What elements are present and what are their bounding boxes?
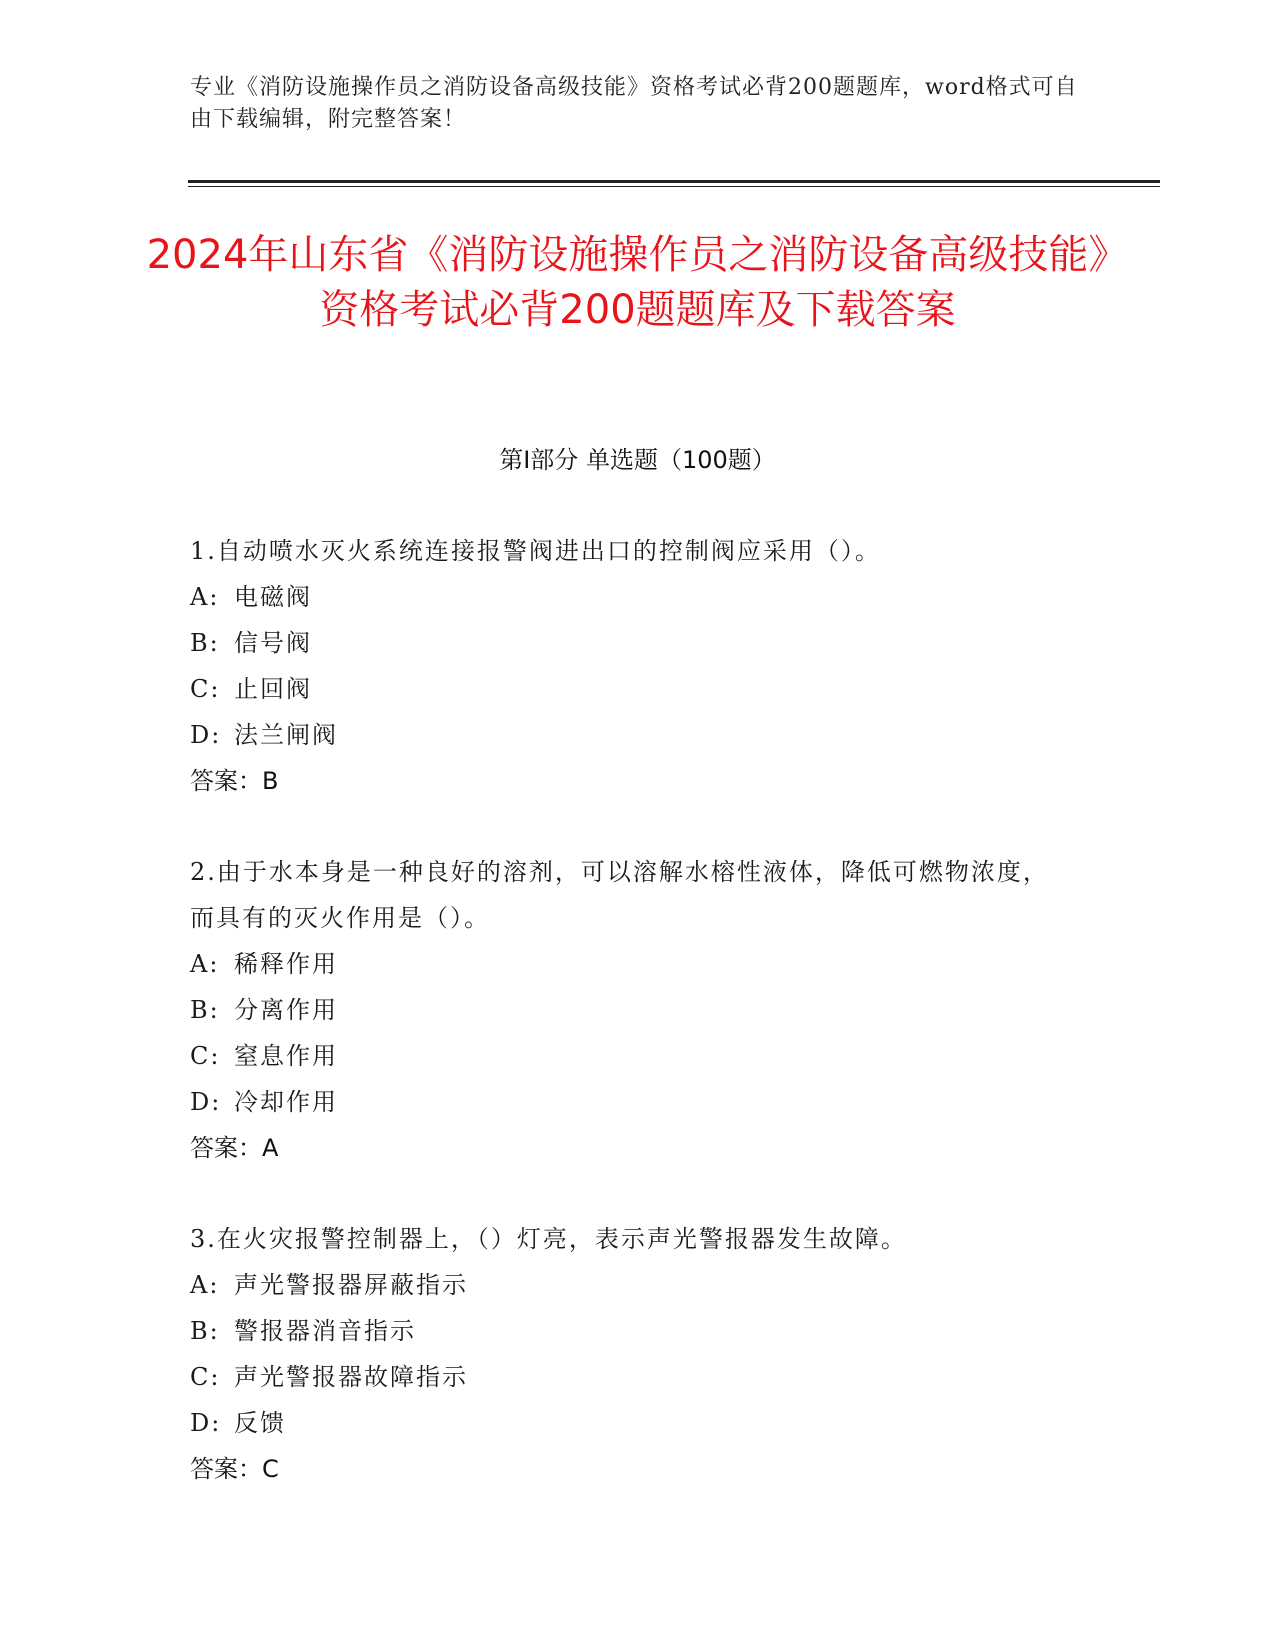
option-letter: D: xyxy=(190,721,222,749)
header-rule-thick xyxy=(188,180,1160,183)
option-text: 窒息作用 xyxy=(234,1042,338,1070)
option-text: 法兰闸阀 xyxy=(234,721,338,749)
answer-line: 答案：B xyxy=(190,767,279,795)
option-b xyxy=(190,987,1070,1033)
option-c xyxy=(190,1033,1070,1079)
question-list xyxy=(190,528,1070,1537)
option-letter: A: xyxy=(190,583,220,611)
answer-line: 答案：C xyxy=(190,1455,279,1483)
option-letter: C: xyxy=(190,1363,221,1391)
option-letter: D: xyxy=(190,1409,222,1437)
option-b xyxy=(190,1308,1070,1354)
option-text: 稀释作用 xyxy=(234,950,338,978)
question-stem: 1.自动喷水灭火系统连接报警阀进出口的控制阀应采用（）。 xyxy=(190,537,881,565)
question-stem: 2.由于水本身是一种良好的溶剂，可以溶解水榕性液体，降低可燃物浓度，而具有的灭火作用是（）。 xyxy=(190,858,1049,932)
option-letter: B: xyxy=(190,629,220,657)
option-a xyxy=(190,941,1070,987)
option-letter: A: xyxy=(190,1271,220,1299)
option-letter: B: xyxy=(190,1317,220,1345)
option-c xyxy=(190,1354,1070,1400)
option-letter: C: xyxy=(190,675,221,703)
option-text: 冷却作用 xyxy=(234,1088,338,1116)
option-b xyxy=(190,620,1070,666)
header-rule-thin xyxy=(188,186,1160,187)
option-text: 声光警报器屏蔽指示 xyxy=(234,1271,468,1299)
header-note: 专业《消防设施操作员之消防设备高级技能》资格考试必背200题题库，word格式可自由下载编辑，附完整答案！ xyxy=(190,75,1078,132)
answer-line: 答案：A xyxy=(190,1134,279,1162)
option-text: 信号阀 xyxy=(234,629,312,657)
option-d xyxy=(190,1079,1070,1125)
option-text: 电磁阀 xyxy=(234,583,312,611)
option-letter: C: xyxy=(190,1042,221,1070)
question-1 xyxy=(190,528,1070,804)
option-text: 止回阀 xyxy=(234,675,312,703)
option-letter: D: xyxy=(190,1088,222,1116)
question-3 xyxy=(190,1216,1070,1492)
option-text: 警报器消音指示 xyxy=(234,1317,416,1345)
option-a xyxy=(190,574,1070,620)
option-letter: B: xyxy=(190,996,220,1024)
option-text: 反馈 xyxy=(234,1409,286,1437)
question-2 xyxy=(190,849,1070,1171)
option-d xyxy=(190,712,1070,758)
question-stem: 3.在火灾报警控制器上，（）灯亮，表示声光警报器发生故障。 xyxy=(190,1225,907,1253)
document-title: 2024年山东省《消防设施操作员之消防设备高级技能》资格考试必背200题题库及下载答案 xyxy=(146,232,1129,333)
option-text: 声光警报器故障指示 xyxy=(234,1363,468,1391)
section-title: 第Ⅰ部分 单选题（100题） xyxy=(499,446,776,474)
option-text: 分离作用 xyxy=(234,996,338,1024)
option-c xyxy=(190,666,1070,712)
option-d xyxy=(190,1400,1070,1446)
option-letter: A: xyxy=(190,950,220,978)
option-a xyxy=(190,1262,1070,1308)
